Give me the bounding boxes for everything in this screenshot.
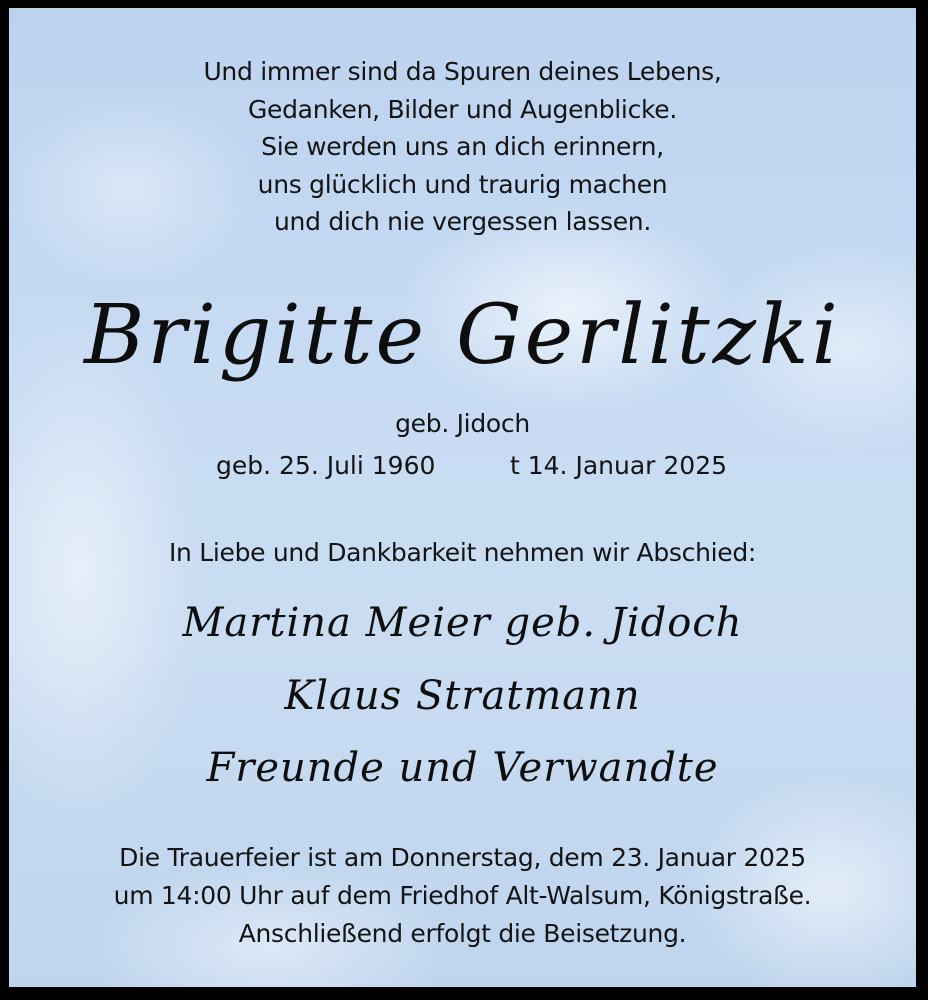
maiden-name: geb. Jidoch: [395, 409, 530, 438]
mourner-3: Freunde und Verwandte: [206, 745, 719, 791]
obituary-notice: [9, 8, 916, 987]
poem-line-2: Gedanken, Bilder und Augenblicke.: [247, 95, 678, 124]
mourner-1: Martina Meier geb. Jidoch: [182, 600, 743, 646]
deceased-name: Brigitte Gerlitzki: [84, 288, 841, 383]
poem-line-4: uns glücklich und traurig machen: [257, 170, 668, 199]
mourner-2: Klaus Stratmann: [284, 673, 641, 719]
ceremony-line-1: Die Trauerfeier ist am Donnerstag, dem 23. Januar 2025: [119, 843, 806, 872]
birth-date: geb. 25. Juli 1960: [216, 451, 436, 480]
farewell-intro: In Liebe und Dankbarkeit nehmen wir Abschied:: [168, 538, 757, 567]
ceremony-line-3: Anschließend erfolgt die Beisetzung.: [238, 919, 687, 948]
death-date: t 14. Januar 2025: [510, 451, 728, 480]
poem-line-5: und dich nie vergessen lassen.: [274, 207, 651, 236]
poem-line-3: Sie werden uns an dich erinnern,: [261, 132, 664, 161]
ceremony-line-2: um 14:00 Uhr auf dem Friedhof Alt-Walsum, Königstraße.: [113, 881, 812, 910]
poem-line-1: Und immer sind da Spuren deines Lebens,: [203, 57, 722, 86]
